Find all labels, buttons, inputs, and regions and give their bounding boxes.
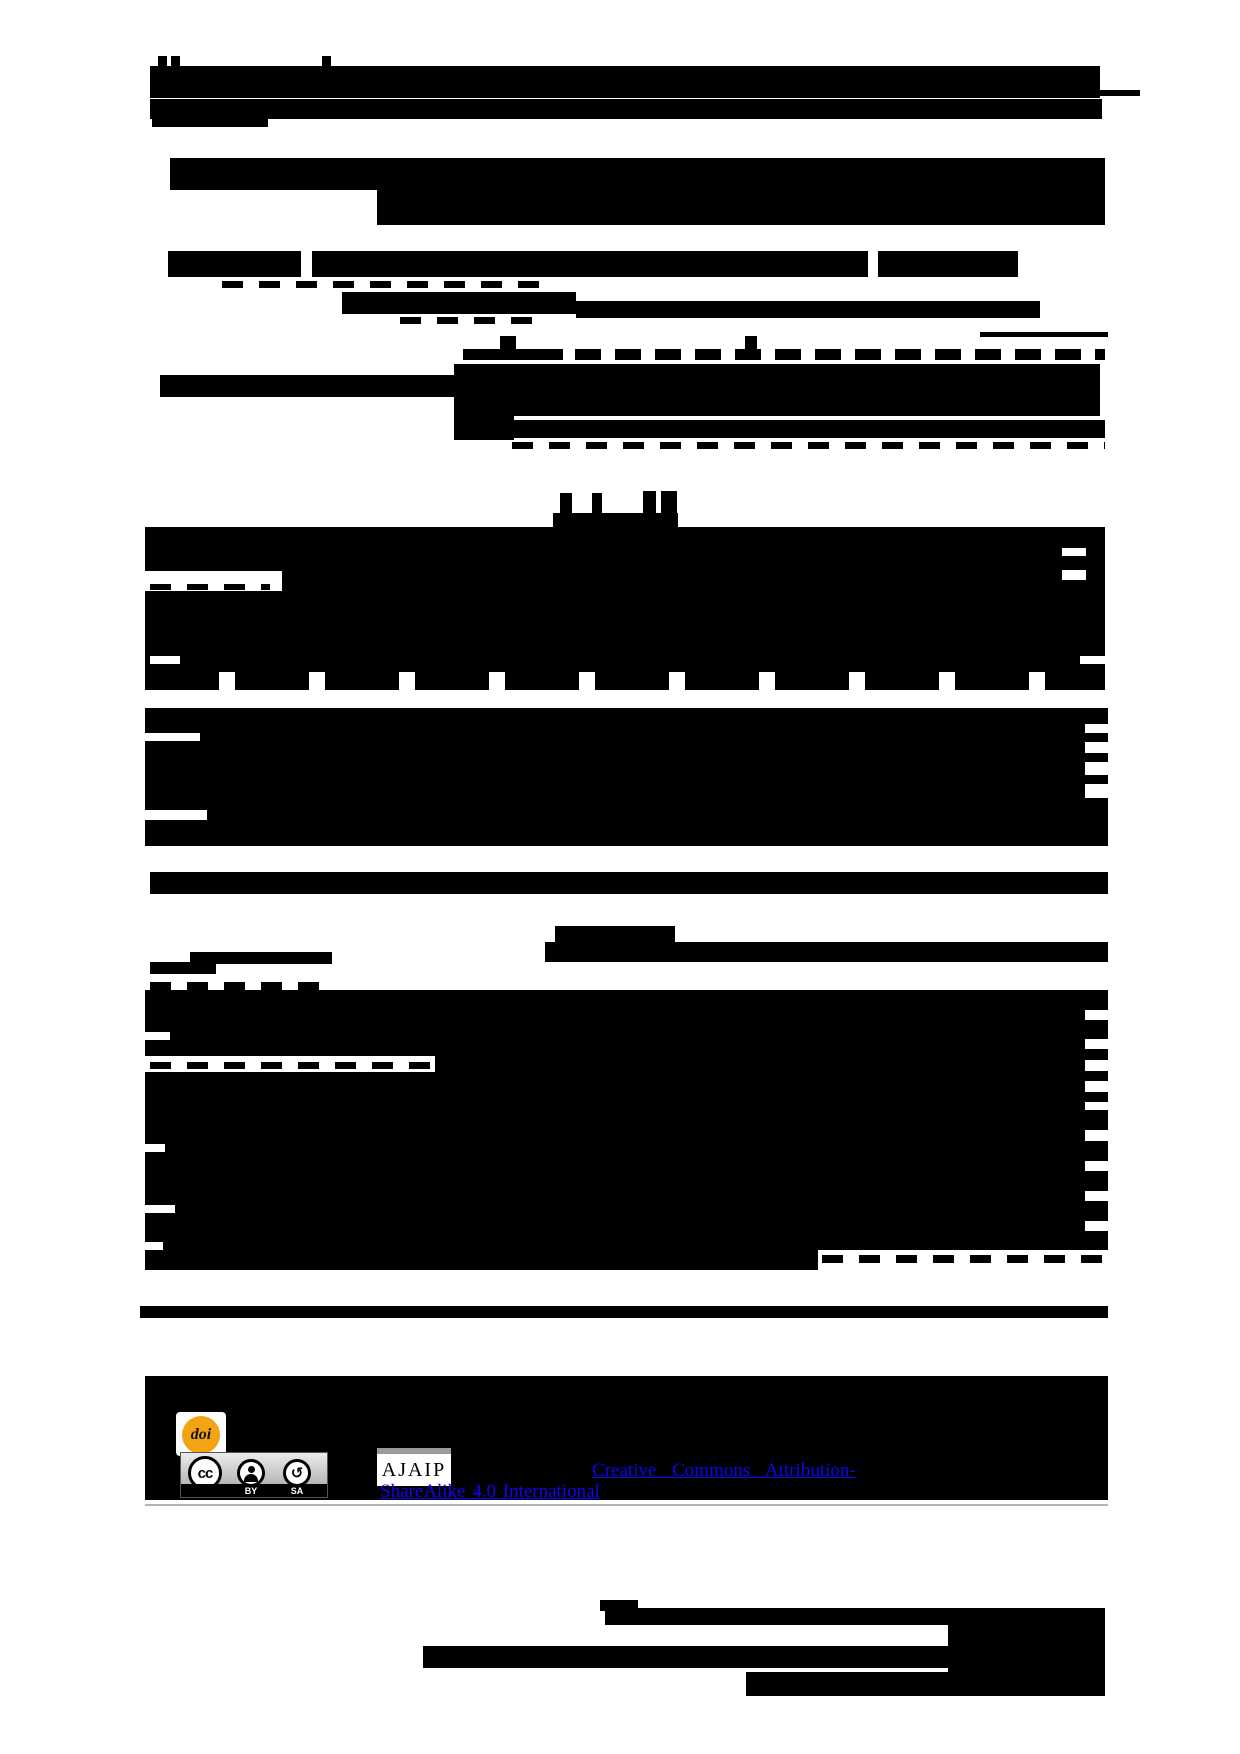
redacted-word-mark bbox=[500, 336, 516, 349]
license-link-line-1[interactable]: Creative Commons Attribution- bbox=[592, 1460, 856, 1481]
redacted-heading-glyph bbox=[643, 491, 656, 514]
redacted-section-heading bbox=[555, 926, 675, 943]
redacted-underline-dashes bbox=[400, 317, 546, 324]
cc-by-sa-license-badge[interactable] bbox=[180, 1452, 328, 1498]
redacted-title-descender bbox=[152, 119, 268, 127]
license-link-line-2[interactable]: ShareAlike 4.0 International bbox=[380, 1481, 600, 1502]
redacted-paragraph-block bbox=[145, 708, 1108, 846]
redacted-keywords-row bbox=[145, 672, 1105, 690]
redacted-affiliation-segment bbox=[312, 251, 868, 277]
doi-icon[interactable]: doi bbox=[182, 1416, 220, 1454]
redacted-title-rule bbox=[1096, 90, 1140, 96]
paragraph-line-gap bbox=[1085, 1081, 1108, 1092]
redacted-underline-dashes bbox=[150, 1062, 433, 1069]
redacted-citation-line-3 bbox=[746, 1672, 948, 1696]
redacted-underline-dashes bbox=[822, 1255, 1104, 1263]
redacted-line-segment bbox=[150, 962, 216, 974]
paragraph-line-gap bbox=[1085, 1039, 1108, 1049]
redacted-citation-line-1 bbox=[605, 1608, 1105, 1625]
journal-abbrev-box: AJAIP bbox=[377, 1448, 451, 1486]
share-alike-arrow-icon: ↺ bbox=[283, 1459, 311, 1487]
paragraph-line-gap bbox=[1085, 784, 1108, 798]
paragraph-line-gap bbox=[1085, 1161, 1108, 1171]
paragraph-line-gap bbox=[1085, 742, 1108, 753]
redacted-line-segment bbox=[545, 942, 1108, 962]
redacted-body-block bbox=[145, 990, 1108, 1270]
redacted-author-line-1 bbox=[170, 158, 1105, 190]
paragraph-line-gap bbox=[1085, 1010, 1108, 1020]
paragraph-line-gap bbox=[145, 1144, 165, 1152]
redacted-affiliation-segment bbox=[168, 251, 301, 277]
paragraph-line-gap bbox=[150, 656, 180, 664]
paragraph-line-gap bbox=[1085, 1130, 1108, 1141]
redacted-word-mark bbox=[745, 336, 757, 349]
redacted-line-segment bbox=[455, 420, 1105, 438]
redacted-title-line-1 bbox=[150, 66, 1100, 98]
redacted-affiliation-segment bbox=[576, 301, 1040, 318]
paragraph-line-gap bbox=[1085, 724, 1108, 733]
redacted-heading-glyph bbox=[592, 493, 602, 514]
redacted-abstract-paragraph bbox=[145, 650, 1105, 672]
redacted-abstract-paragraph bbox=[145, 527, 1105, 650]
redacted-line-segment bbox=[463, 349, 563, 360]
paragraph-line-gap bbox=[1085, 1060, 1108, 1071]
redacted-underline-dashes bbox=[222, 281, 545, 288]
redacted-author-line-2 bbox=[377, 190, 1105, 225]
redacted-affiliation-segment bbox=[878, 251, 1018, 277]
paragraph-line-gap bbox=[1085, 762, 1108, 775]
paragraph-line-gap bbox=[145, 1242, 163, 1250]
redacted-standalone-line bbox=[140, 1306, 1108, 1318]
paragraph-line-gap bbox=[145, 810, 207, 820]
redacted-line-segment bbox=[160, 375, 454, 397]
paragraph-line-gap bbox=[1085, 1191, 1108, 1201]
person-shoulders-shape bbox=[244, 1474, 258, 1482]
paragraph-line-gap bbox=[1062, 570, 1086, 580]
paragraph-line-gap bbox=[1085, 1221, 1108, 1231]
redacted-underline-dashes bbox=[512, 442, 1105, 449]
redacted-block bbox=[454, 364, 1100, 416]
person-head-shape bbox=[248, 1466, 255, 1473]
redacted-title-line-2 bbox=[150, 99, 1102, 119]
redacted-dashed-line bbox=[575, 349, 1105, 360]
paragraph-line-gap bbox=[1085, 1102, 1108, 1110]
redacted-underline-dashes bbox=[150, 982, 335, 990]
redacted-thin-rule bbox=[980, 332, 1108, 337]
redacted-affiliation-segment bbox=[342, 292, 576, 314]
redacted-heading-glyph bbox=[560, 493, 572, 514]
creative-commons-cc-icon: cc bbox=[188, 1456, 222, 1490]
paragraph-line-gap bbox=[145, 1205, 175, 1213]
redacted-citation-block bbox=[948, 1625, 1105, 1696]
cc-by-label: BY bbox=[244, 1486, 258, 1496]
paragraph-line-gap bbox=[145, 733, 200, 741]
redacted-heading-glyph bbox=[661, 491, 677, 514]
attribution-person-icon bbox=[237, 1459, 265, 1487]
footer-divider-rule bbox=[145, 1504, 1108, 1506]
paragraph-line-gap bbox=[145, 1032, 170, 1040]
paragraph-line-gap bbox=[1080, 656, 1105, 664]
cc-sa-label: SA bbox=[290, 1486, 304, 1496]
paragraph-line-gap bbox=[1062, 548, 1086, 556]
redacted-citation-line-2 bbox=[423, 1646, 948, 1668]
redacted-standalone-line bbox=[150, 872, 1108, 894]
redacted-underline-dashes bbox=[150, 584, 270, 590]
